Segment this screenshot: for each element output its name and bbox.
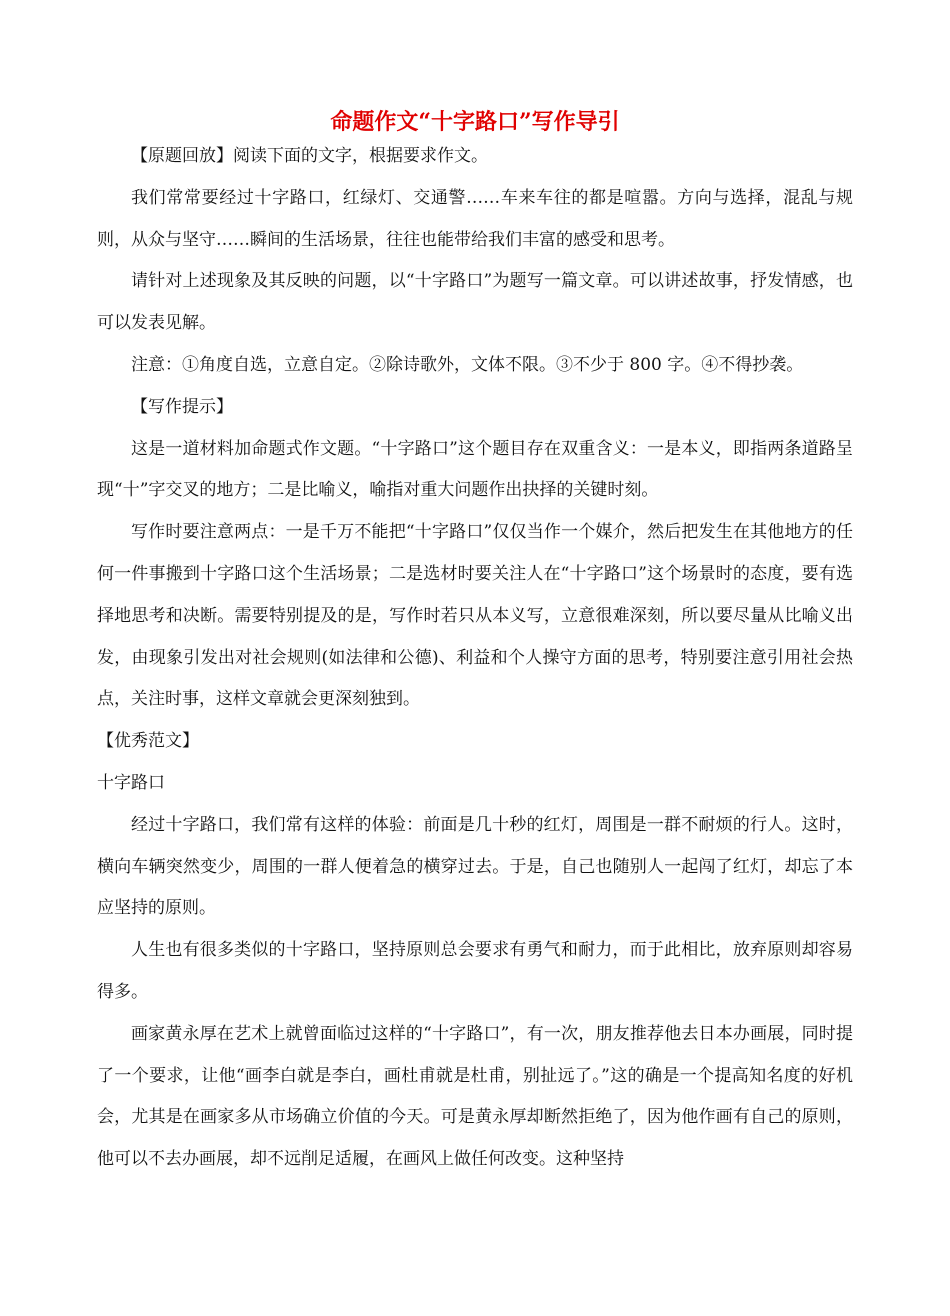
paragraph-tips-attention: 写作时要注意两点：一是千万不能把“十字路口”仅仅当作一个媒介，然后把发生在其他地方的任何一件事搬到十字路口这个生活场景；二是选材时要关注人在“十字路口”这个场景时的态度，要有选择地思考和决断。需要特别提及的是，写作时若只从本义写，立意很难深刻，所以要尽量从比喻义出发，由现象引发出对社会规则(如法律和公德)、利益和个人操守方面的思考，特别要注意引用社会热点，关注时事，这样文章就会更深刻独到。 xyxy=(97,522,853,710)
section-heading-writing-tips: 【写作提示】 xyxy=(131,396,233,417)
essay-paragraph-2: 人生也有很多类似的十字路口，坚持原则总会要求有勇气和耐力，而于此相比，放弃原则却容易得多。 xyxy=(97,940,853,1002)
essay-paragraph-3: 画家黄永厚在艺术上就曾面临过这样的“十字路口”，有一次，朋友推荐他去日本办画展，同时提了一个要求，让他“画李白就是李白，画杜甫就是杜甫，别扯远了。”这的确是一个提高知名度的好机会，尤其是在画家多从市场确立价值的今天。可是黄永厚却断然拒绝了，因为他作画有自己的原则，他可以不去办画展，却不远削足适履，在画风上做任何改变。这种坚持 xyxy=(97,1023,853,1170)
paragraph-original-question: 【原题回放】阅读下面的文字，根据要求作文。 xyxy=(131,146,488,166)
paragraph-material: 我们常常要经过十字路口，红绿灯、交通警……车来车往的都是喧嚣。方向与选择，混乱与规则，从众与坚守……瞬间的生活场景，往往也能带给我们丰富的感受和思考。 xyxy=(97,187,853,250)
paragraph-notes: 注意：①角度自选，立意自定。②除诗歌外，文体不限。③不少于 800 字。④不得抄袭。 xyxy=(131,354,804,375)
document-title: 命题作文“十字路口”写作导引 xyxy=(330,109,620,135)
paragraph-tips-meaning: 这是一道材料加命题式作文题。“十字路口”这个题目存在双重含义：一是本义，即指两条道路呈现“十”字交叉的地方；二是比喻义，喻指对重大问题作出抉择的关键时刻。 xyxy=(97,438,853,501)
paragraph-requirement: 请针对上述现象及其反映的问题，以“十字路口”为题写一篇文章。可以讲述故事，抒发情感，也可以发表见解。 xyxy=(97,271,853,334)
essay-paragraph-1: 经过十字路口，我们常有这样的体验：前面是几十秒的红灯，周围是一群不耐烦的行人。这时，横向车辆突然变少，周围的一群人便着急的横穿过去。于是，自己也随别人一起闯了红灯，却忘了本应坚持的原则。 xyxy=(97,814,853,919)
section-heading-model-essay: 【优秀范文】 xyxy=(97,731,199,752)
essay-title: 十字路口 xyxy=(97,772,165,793)
document-body xyxy=(97,136,853,1181)
